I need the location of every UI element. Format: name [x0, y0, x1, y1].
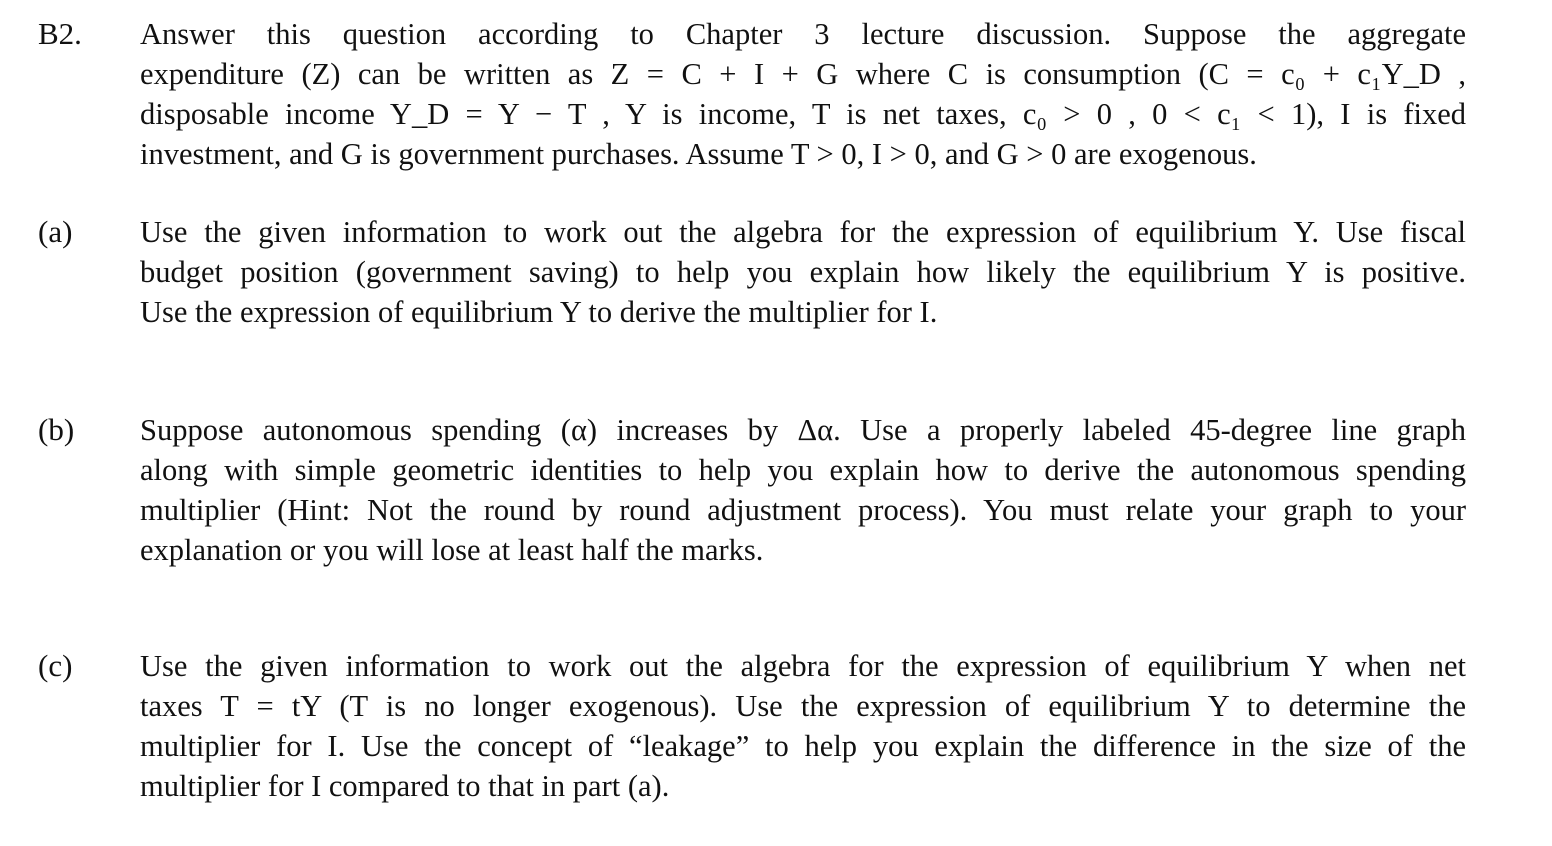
part-label: (a) [38, 214, 73, 249]
question-label: B2. [38, 16, 82, 51]
part-label: (c) [38, 648, 73, 683]
question-line: expenditure (Z) can be written as Z = C + I + G where C is consumption (C = c₀ + c₁Y_D , [140, 57, 1466, 91]
part-line: Use the expression of equilibrium Y to derive the multiplier for I. [140, 295, 938, 329]
part-line: budget position (government saving) to help you explain how likely the equilibrium Y is positive. [140, 255, 1466, 289]
part-line: multiplier for I compared to that in part (a). [140, 769, 670, 803]
part-text [140, 410, 1466, 570]
part-line: Use the given information to work out the algebra for the expression of equilibrium Y when net [140, 649, 1466, 683]
part-text [140, 212, 1466, 332]
part-label: (b) [38, 412, 75, 447]
question-line: investment, and G is government purchases. Assume T > 0, I > 0, and G > 0 are exogenous. [140, 137, 1257, 171]
part-line: explanation or you will lose at least half the marks. [140, 533, 764, 567]
part-text [140, 646, 1466, 806]
part-line: multiplier (Hint: Not the round by round adjustment process). You must relate your graph to your [140, 493, 1466, 527]
part-line: Use the given information to work out the algebra for the expression of equilibrium Y. Use fiscal [140, 215, 1466, 249]
part-line: Suppose autonomous spending (α) increases by Δα. Use a properly labeled 45-degree line graph [140, 413, 1466, 447]
part-line: along with simple geometric identities to help you explain how to derive the autonomous spending [140, 453, 1466, 487]
part-line: multiplier for I. Use the concept of “leakage” to help you explain the difference in the size of the [140, 729, 1466, 763]
question-line: Answer this question according to Chapter 3 lecture discussion. Suppose the aggregate [140, 17, 1466, 51]
question-line: disposable income Y_D = Y − T , Y is income, T is net taxes, c₀ > 0 , 0 < c₁ < 1), I is fixed [140, 97, 1466, 131]
part-line: taxes T = tY (T is no longer exogenous). Use the expression of equilibrium Y to determine the [140, 689, 1466, 723]
question-text [140, 14, 1466, 174]
